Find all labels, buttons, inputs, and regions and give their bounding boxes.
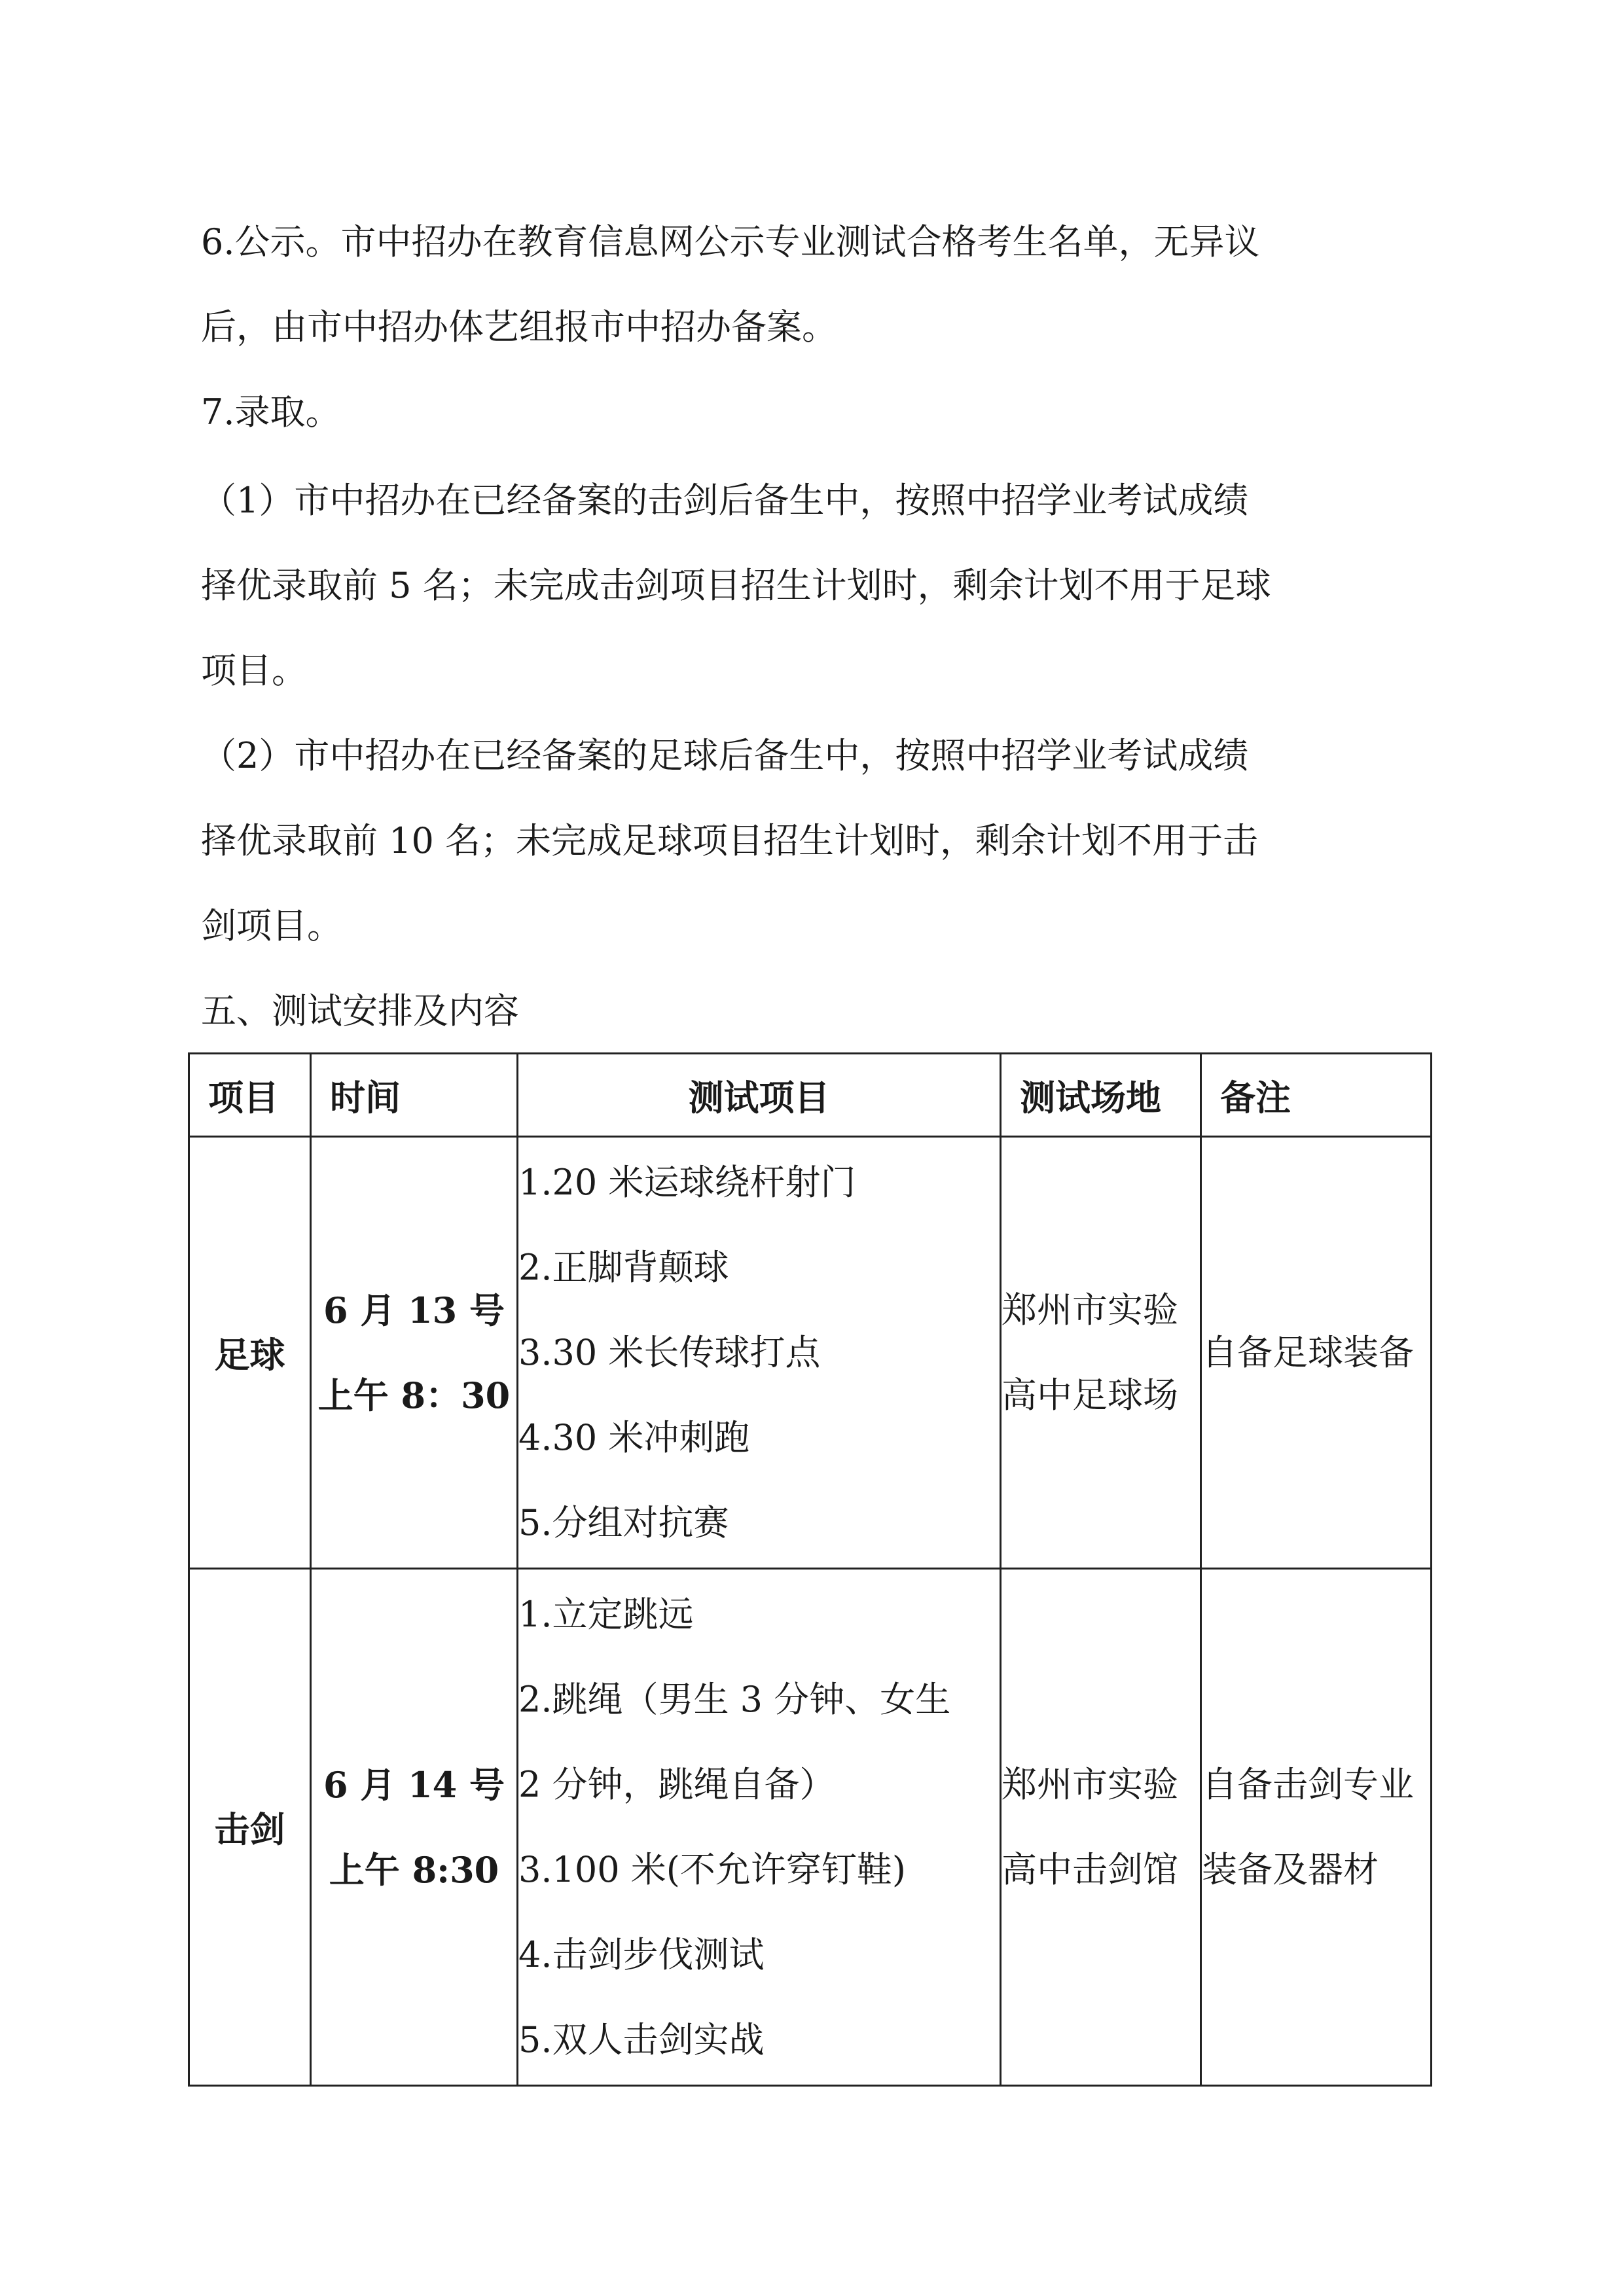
list-item: 2.跳绳（男生 3 分钟、女生 [518,1678,951,1720]
paragraph-7-2-line-1: （2）市中招办在已经备案的足球后备生中，按照中招学业考试成绩 [201,735,1249,776]
paragraph-7-heading: 7.录取。 [201,391,341,433]
header-venue: 测试场地 [1001,1054,1201,1137]
venue-fencing: 郑州市实验高中击剑馆 [1001,1569,1201,2086]
time-fencing-clock: 上午 8:30 [329,1848,499,1891]
test-items-fencing [518,1569,1001,2086]
time-football [311,1137,518,1569]
table-row [189,1569,1432,2086]
paragraph-7-1-line-3: 项目。 [201,650,307,691]
test-schedule-table [188,1052,1432,2087]
list-item: 5.双人击剑实战 [518,2018,765,2060]
table-header-row [189,1054,1432,1137]
paragraph-6-line-1: 6.公示。市中招办在教育信息网公示专业测试合格考生名单，无异议 [201,221,1260,262]
header-notes: 备注 [1201,1054,1432,1137]
list-item: 1.20 米运球绕杆射门 [518,1161,856,1203]
list-item: 3.30 米长传球打点 [518,1331,821,1373]
venue-football: 郑州市实验高中足球场 [1001,1137,1201,1569]
list-item: 2 分钟，跳绳自备） [518,1763,835,1805]
project-fencing: 击剑 [189,1569,311,2086]
table-row [189,1137,1432,1569]
list-item: 3.100 米(不允许穿钉鞋) [518,1848,906,1890]
list-item: 5.分组对抗赛 [518,1501,729,1543]
paragraph-7-2-line-3: 剑项目。 [201,905,342,946]
list-item: 4.击剑步伐测试 [518,1933,765,1975]
header-time: 时间 [311,1054,518,1137]
paragraph-7-2-line-2: 择优录取前 10 名；未完成足球项目招生计划时，剩余计划不用于击 [201,820,1259,861]
time-fencing [311,1569,518,2086]
paragraph-6-line-2: 后，由市中招办体艺组报市中招办备案。 [201,306,837,348]
notes-fencing: 自备击剑专业装备及器材 [1201,1569,1432,2086]
paragraph-7-1-line-2: 择优录取前 5 名；未完成击剑项目招生计划时，剩余计划不用于足球 [201,565,1271,606]
project-football: 足球 [189,1137,311,1569]
list-item: 4.30 米冲刺跑 [518,1416,750,1458]
section-5-heading: 五、测试安排及内容 [201,990,519,1031]
notes-football: 自备足球装备 [1201,1137,1432,1569]
paragraph-7-1-line-1: （1）市中招办在已经备案的击剑后备生中，按照中招学业考试成绩 [201,480,1249,521]
list-item: 2.正脚背颠球 [518,1246,729,1288]
test-items-football [518,1137,1001,1569]
list-item: 1.立定跳远 [518,1593,694,1635]
time-fencing-date: 6 月 14 号 [323,1763,505,1806]
header-project: 项目 [189,1054,311,1137]
time-football-clock: 上午 8：30 [317,1374,511,1416]
time-football-date: 6 月 13 号 [323,1289,505,1331]
header-test-items: 测试项目 [518,1054,1001,1137]
